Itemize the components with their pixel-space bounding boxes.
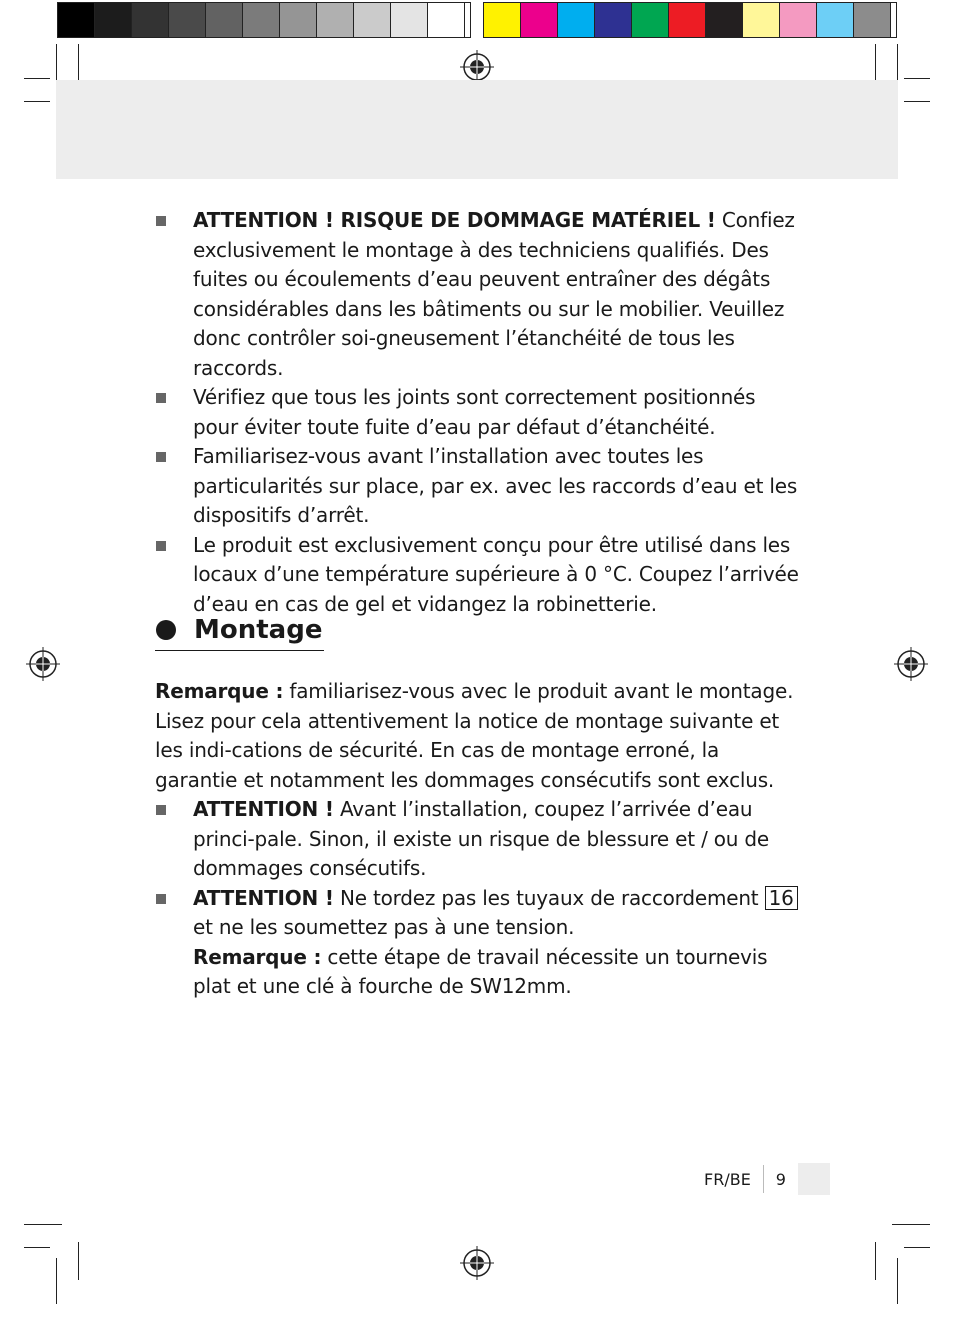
square-bullet-icon	[156, 393, 166, 403]
registration-mark-top	[460, 50, 494, 84]
note-text: familiarisez-vous avec le produit avant le montage. Lisez pour cela attentivement la notice de montage suivante et les indi-cations de sécurité. En cas de montage erroné, la garantie et notamment les dommages consécutifs sont exclus.	[155, 679, 794, 792]
item-text: Vérifiez que tous les joints sont correctement positionnés pour éviter toute fuite d’eau par défaut d’étanchéité.	[193, 385, 756, 439]
page-number: 9	[775, 1169, 786, 1189]
color-swatch	[854, 3, 891, 37]
section-heading	[155, 610, 324, 651]
color-swatch	[669, 3, 706, 37]
item-lead: ATTENTION ! RISQUE DE DOMMAGE MATÉRIEL !	[193, 208, 716, 232]
sub-note-lead: Remarque :	[193, 944, 322, 969]
list-item	[155, 795, 805, 884]
montage-content	[155, 677, 805, 1002]
color-swatch	[354, 3, 391, 37]
list-item	[155, 884, 805, 1002]
color-swatch	[484, 3, 521, 37]
bullet-dot-icon	[156, 620, 176, 640]
list-item	[155, 206, 805, 383]
color-swatch	[317, 3, 354, 37]
color-swatch	[521, 3, 558, 37]
item-text: Familiarisez-vous avant l’installation avec toutes les particularités sur place, par ex. avec les raccords d’eau et les dispositifs d’arrêt.	[193, 444, 798, 527]
color-swatch	[95, 3, 132, 37]
color-swatch	[817, 3, 854, 37]
note-lead: Remarque :	[155, 679, 284, 703]
safety-section	[155, 206, 805, 619]
item-lead: ATTENTION !	[193, 797, 334, 821]
color-swatch	[428, 3, 465, 37]
square-bullet-icon	[156, 216, 166, 226]
square-bullet-icon	[156, 805, 166, 815]
color-swatch	[780, 3, 817, 37]
item-lead: ATTENTION !	[193, 885, 334, 910]
header-band	[56, 80, 898, 179]
footer-divider	[763, 1165, 764, 1193]
registration-mark-left	[26, 647, 60, 681]
color-swatch	[558, 3, 595, 37]
item-text-after: et ne les soumettez pas à une tension.	[193, 915, 575, 939]
gray-swatch-strip	[57, 2, 471, 38]
item-text: Confiez exclusivement le montage à des techniciens qualifiés. Des fuites ou écoulements d’eau peuvent entraîner des dégâts considérables dans les bâtiments ou sur le mobilier. Veuillez donc contrôler soi-gneusement l’étanchéité de tous les raccords.	[193, 208, 795, 380]
color-swatch	[243, 3, 280, 37]
color-swatch	[206, 3, 243, 37]
color-swatch	[706, 3, 743, 37]
footer-box	[798, 1163, 830, 1195]
registration-mark-right	[894, 647, 928, 681]
color-swatch	[595, 3, 632, 37]
color-swatch	[169, 3, 206, 37]
note-paragraph	[155, 677, 805, 795]
section-title: Montage	[194, 615, 323, 645]
color-swatch	[632, 3, 669, 37]
color-swatch	[132, 3, 169, 37]
item-text: Ne tordez pas les tuyaux de raccordement	[333, 885, 765, 910]
color-swatch	[391, 3, 428, 37]
safety-list	[155, 206, 805, 619]
item-text: Le produit est exclusivement conçu pour être utilisé dans les locaux d’une température supérieure à 0 °C. Coupez l’arrivée d’eau en cas de gel et vidangez la robinetterie.	[193, 532, 799, 616]
square-bullet-icon	[156, 452, 166, 462]
item-text: Avant l’installation, coupez l’arrivée d’eau princi-pale. Sinon, il existe un risque de blessure et / ou de dommages consécutifs.	[193, 797, 770, 880]
color-swatch	[280, 3, 317, 37]
registration-mark-bottom	[460, 1246, 494, 1280]
color-swatch-strip	[483, 2, 897, 38]
list-item	[155, 442, 805, 531]
square-bullet-icon	[156, 541, 166, 551]
color-swatch	[743, 3, 780, 37]
page-footer	[704, 1163, 830, 1195]
sub-note-text: cette étape de travail nécessite un tournevis plat et une clé à fourche de SW12mm.	[193, 944, 768, 998]
montage-list	[155, 795, 805, 1002]
part-reference-box: 16	[765, 886, 798, 910]
list-item	[155, 531, 805, 620]
color-swatch	[58, 3, 95, 37]
square-bullet-icon	[156, 894, 166, 904]
language-label: FR/BE	[704, 1169, 751, 1189]
list-item	[155, 383, 805, 442]
